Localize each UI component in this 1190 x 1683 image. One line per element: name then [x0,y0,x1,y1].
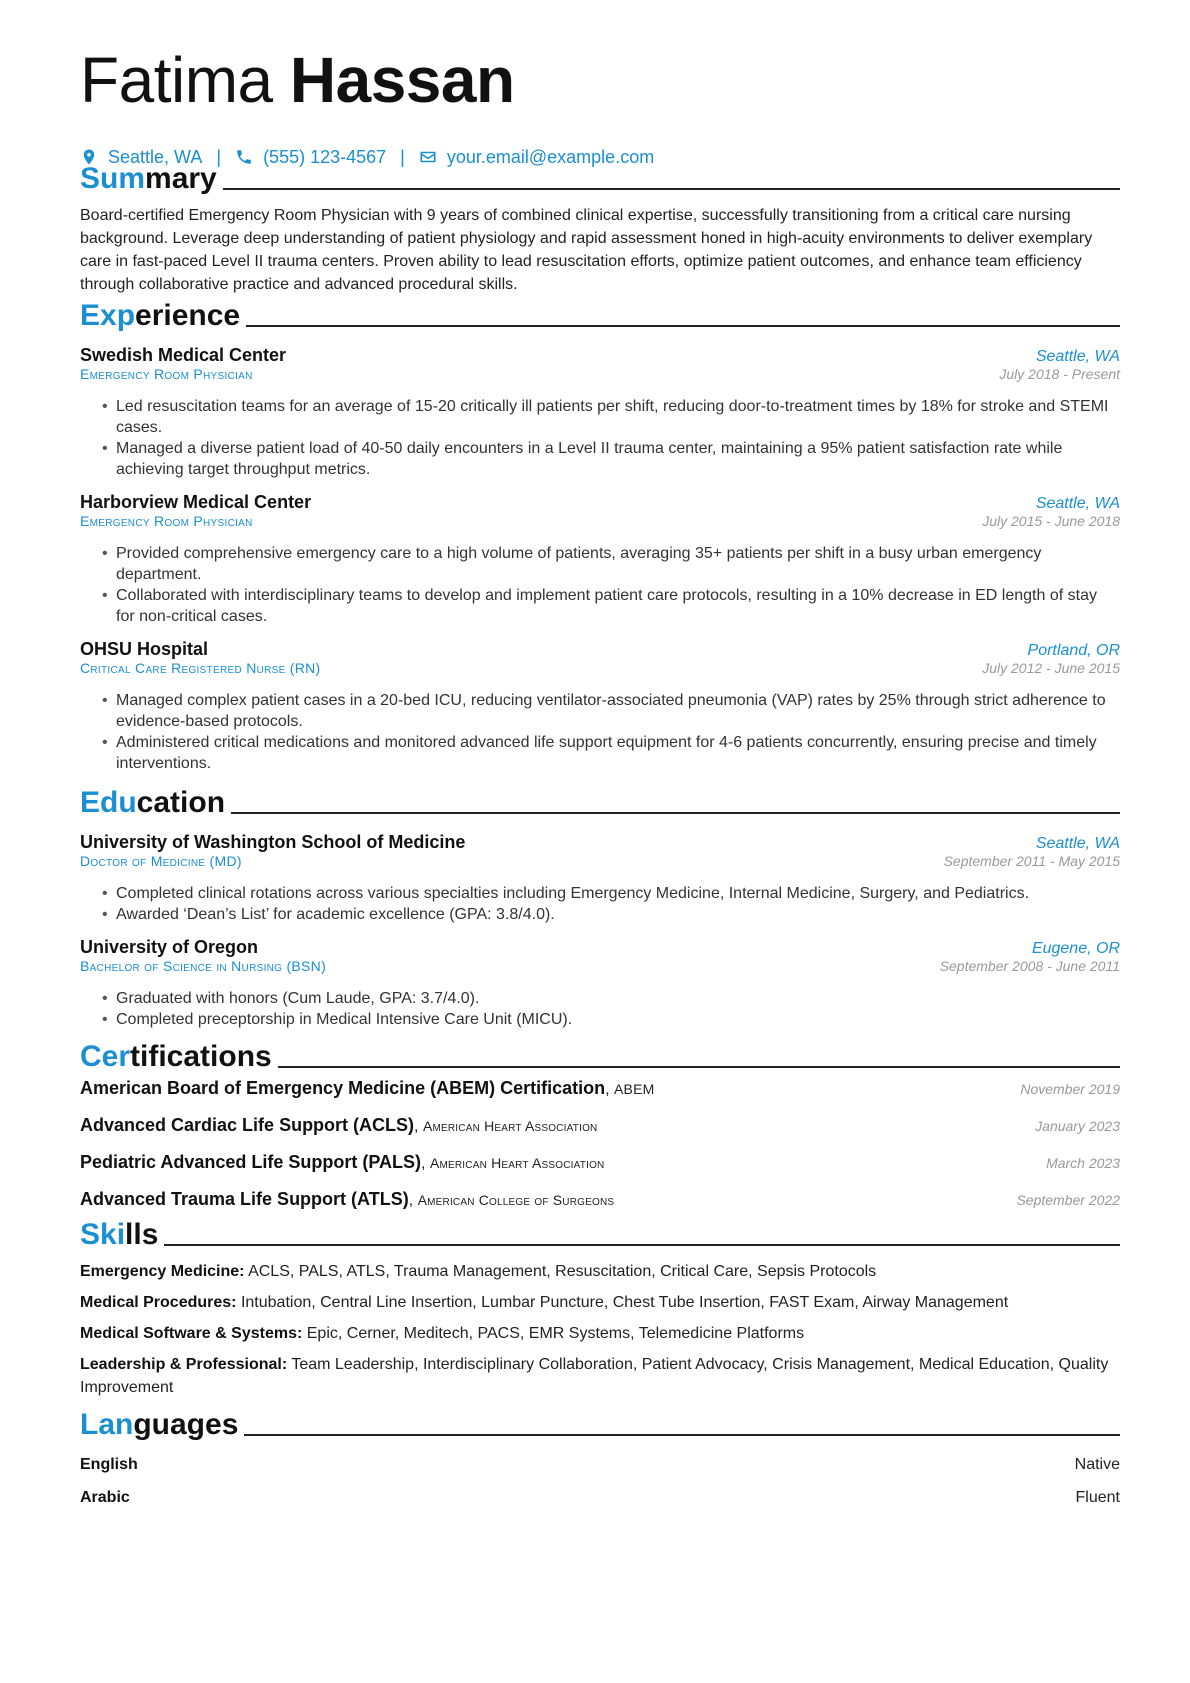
certifications-section [80,1034,1120,1226]
email-text: your.email@example.com [446,146,655,167]
bullet-item: • Awarded ‘Dean’s List’ for academic excellence (GPA: 3.8/4.0). [116,904,1120,925]
cert-name: American Board of Emergency Medicine (ABEM) Certification [80,1078,606,1098]
bullet-list [80,396,1120,480]
skill-category: Medical Procedures: [80,1294,237,1311]
language-item [80,1448,1120,1481]
entry-location: Portland, OR [1027,642,1120,659]
language-item [80,1481,1120,1514]
entry-location: Eugene, OR [1031,940,1120,957]
language-name: English [80,1455,138,1473]
experience-entry [80,639,1120,774]
language-level: Fluent [1075,1488,1120,1506]
bullet-item: • Administered critical medications and monitored advanced life support equipment for 4-6 patients concurrently, ensuring precise and timely interventions. [116,732,1120,774]
bullet-item: • Completed clinical rotations across various specialties including Emergency Medicine, Internal Medicine, Surgery, and Pediatrics. [116,883,1120,904]
cert-issuer: American College of Surgeons [417,1192,615,1208]
skill-values: ACLS, PALS, ATLS, Trauma Management, Resuscitation, Critical Care, Sepsis Protocols [248,1263,877,1280]
section-rule [244,1434,1120,1436]
bullet-item: • Managed complex patient cases in a 20-bed ICU, reducing ventilator-associated pneumonia (VAP) rates by 25% through strict adherence to evidence-based protocols. [116,690,1120,732]
degree: Doctor of Medicine (MD) [80,853,242,869]
section-rule [223,188,1120,190]
skill-category: Medical Software & Systems: [80,1325,303,1342]
education-section [80,780,1120,1030]
phone-text: (555) 123-4567 [263,146,387,167]
cert-date: September 2022 [1016,1192,1120,1208]
bullet-item: • Managed a diverse patient load of 40-50 daily encounters in a Level II trauma center, maintaining a 95% patient satisfaction rate while achieving target throughput metrics. [116,438,1120,480]
employer-name: Harborview Medical Center [80,492,312,512]
cert-issuer: ABEM [614,1081,655,1097]
section-heading: Certifications [80,1034,1120,1074]
cert-date: January 2023 [1035,1118,1120,1134]
skill-line [80,1353,1120,1399]
languages-section [80,1402,1120,1514]
section-rule [231,812,1120,814]
entry-location: Seattle, WA [1035,835,1120,852]
experience-entry [80,492,1120,627]
skill-category: Emergency Medicine: [80,1263,245,1280]
cert-issuer: American Heart Association [429,1155,605,1171]
bullet-item: • Led resuscitation teams for an average of 15-20 critically ill patients per shift, reducing door-to-treatment times by 18% for stroke and STEMI cases. [116,396,1120,438]
section-heading: Languages [80,1402,1120,1442]
summary-section [80,156,1120,296]
certification-item: Pediatric Advanced Life Support (PALS), American Heart Association March 2023 [80,1152,1120,1172]
entry-dates: July 2015 - June 2018 [982,513,1120,529]
cert-date: March 2023 [1046,1155,1120,1171]
experience-entry [80,345,1120,480]
candidate-name [80,40,1120,120]
certification-item: American Board of Emergency Medicine (ABEM) Certification, ABEM November 2019 [80,1078,1120,1098]
employer-name: OHSU Hospital [80,639,209,659]
entry-location: Seattle, WA [1035,495,1120,512]
bullet-list [80,690,1120,774]
bullet-list [80,883,1120,925]
skill-values: Epic, Cerner, Meditech, PACS, EMR Systems, Telemedicine Platforms [306,1325,805,1342]
employer-name: Swedish Medical Center [80,345,287,365]
skill-line [80,1260,1120,1283]
summary-text: Board-certified Emergency Room Physician with 9 years of combined clinical expertise, successfully transitioning from a critical care nursing background. Leverage deep understanding of patient physiology and rapid assessment honed in high-acuity environments to deliver exemplary care in fast-paced Level II trauma centers. Proven ability to lead resuscitation efforts, optimize patient outcomes, and enhance team efficiency through collaborative practice and advanced procedural skills. [80,207,1093,293]
skills-section [80,1212,1120,1399]
bullet-list [80,988,1120,1030]
bullet-item: • Graduated with honors (Cum Laude, GPA: 3.7/4.0). [116,988,1120,1009]
section-heading: Education [80,780,1120,820]
entry-dates: July 2012 - June 2015 [982,660,1120,676]
bullet-item: • Completed preceptorship in Medical Intensive Care Unit (MICU). [116,1009,1120,1030]
education-entry [80,832,1120,925]
entry-dates: September 2008 - June 2011 [939,958,1120,974]
skill-values: Team Leadership, Interdisciplinary Collaboration, Patient Advocacy, Crisis Management, Medical Education, Quality Improvement [80,1356,1109,1396]
first-name: Fatima [80,44,273,116]
job-title: Emergency Room Physician [80,513,253,529]
cert-name: Advanced Trauma Life Support (ATLS) [80,1189,409,1209]
resume-page [80,40,1120,1506]
section-heading: Skills [80,1212,1120,1252]
contact-separator: | [216,146,222,167]
skill-values: Intubation, Central Line Insertion, Lumbar Puncture, Chest Tube Insertion, FAST Exam, Airway Management [240,1294,1009,1311]
degree: Bachelor of Science in Nursing (BSN) [80,958,327,974]
section-heading: Experience [80,293,1120,333]
bullet-list [80,543,1120,627]
certification-item: Advanced Trauma Life Support (ATLS), American College of Surgeons September 2022 [80,1189,1120,1209]
skill-line [80,1322,1120,1345]
entry-dates: September 2011 - May 2015 [943,853,1120,869]
section-rule [246,325,1120,327]
entry-location: Seattle, WA [1035,348,1120,365]
section-rule [164,1244,1120,1246]
section-heading: Summary [80,156,1120,196]
experience-section [80,293,1120,774]
school-name: University of Oregon [80,937,259,957]
education-entry [80,937,1120,1030]
section-rule [278,1066,1120,1068]
entry-dates: July 2018 - Present [999,366,1120,382]
cert-issuer: American Heart Association [422,1118,598,1134]
language-level: Native [1074,1455,1120,1473]
cert-date: November 2019 [1020,1081,1120,1097]
cert-name: Pediatric Advanced Life Support (PALS) [80,1152,422,1172]
contact-separator: | [400,146,405,167]
job-title: Emergency Room Physician [80,366,253,382]
skill-line [80,1291,1120,1314]
bullet-item: • Collaborated with interdisciplinary teams to develop and implement patient care protocols, resulting in a 10% decrease in ED length of stay for non-critical cases. [116,585,1120,627]
cert-name: Advanced Cardiac Life Support (ACLS) [80,1115,415,1135]
language-name: Arabic [80,1488,130,1506]
school-name: University of Washington School of Medicine [80,832,466,852]
location-text: Seattle, WA [108,146,203,167]
last-name: Hassan [289,44,515,116]
bullet-item: • Provided comprehensive emergency care to a high volume of patients, averaging 35+ patients per shift in a busy urban emergency department. [116,543,1120,585]
certification-item: Advanced Cardiac Life Support (ACLS), American Heart Association January 2023 [80,1115,1120,1135]
job-title: Critical Care Registered Nurse (RN) [80,660,321,676]
skill-category: Leadership & Professional: [80,1356,288,1373]
